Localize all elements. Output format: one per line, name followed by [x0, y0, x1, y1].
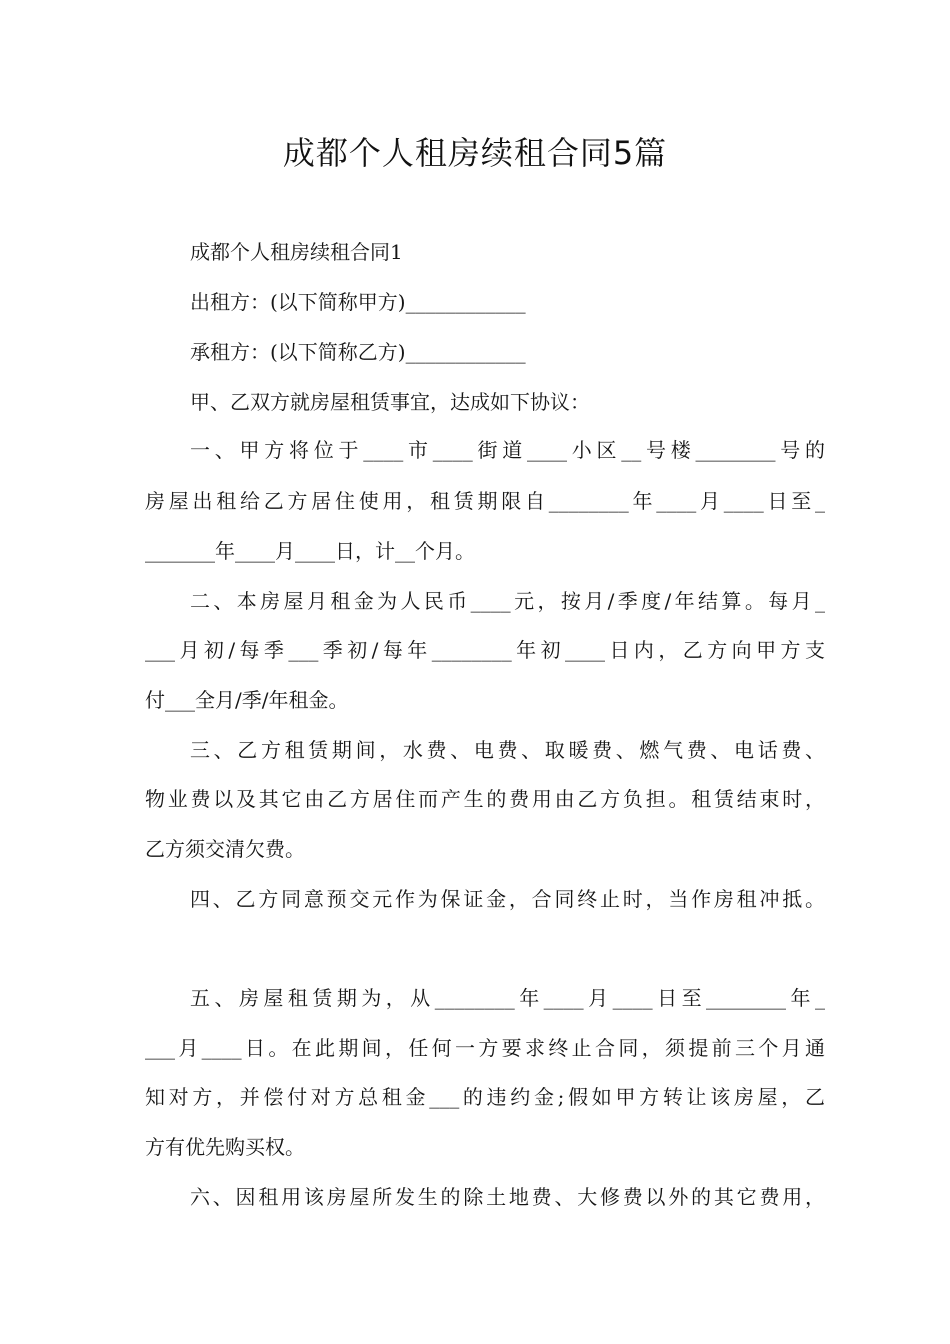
- clause-5-line-3: 知对方，并偿付对方总租金___的违约金;假如甲方转让该房屋，乙: [145, 1085, 825, 1109]
- clause-1-line-1: 一、甲方将位于____市____街道____小区__号楼________号的: [190, 438, 825, 462]
- lessor-line: 出租方：(以下简称甲方)____________: [190, 290, 526, 314]
- document-title: 成都个人租房续租合同5篇: [282, 134, 668, 172]
- clause-2-line-2: ___月初/每季___季初/每年________年初____日内，乙方向甲方支: [145, 638, 825, 662]
- lessee-line: 承租方：(以下简称乙方)____________: [190, 340, 526, 364]
- clause-1-line-3: _______年____月____日，计__个月。: [145, 539, 475, 563]
- clause-6-line-1: 六、因租用该房屋所发生的除土地费、大修费以外的其它费用，: [190, 1185, 825, 1209]
- clause-5-line-1: 五、房屋租赁期为，从________年____月____日至________年_: [190, 986, 825, 1010]
- clause-1-line-2: 房屋出租给乙方居住使用，租赁期限自________年____月____日至_: [145, 489, 825, 513]
- agreement-intro: 甲、乙双方就房屋租赁事宜，达成如下协议：: [190, 390, 590, 414]
- clause-4-line-1: 四、乙方同意预交元作为保证金，合同终止时，当作房租冲抵。: [190, 887, 825, 911]
- clause-3-line-1: 三、乙方租赁期间，水费、电费、取暖费、燃气费、电话费、: [190, 738, 825, 762]
- clause-2-line-1: 二、本房屋月租金为人民币____元，按月/季度/年结算。每月_: [190, 589, 825, 613]
- clause-3-line-3: 乙方须交清欠费。: [145, 837, 305, 861]
- contract-heading: 成都个人租房续租合同1: [190, 240, 403, 264]
- clause-3-line-2: 物业费以及其它由乙方居住而产生的费用由乙方负担。租赁结束时，: [145, 787, 825, 811]
- clause-2-line-3: 付___全月/季/年租金。: [145, 688, 349, 712]
- clause-5-line-4: 方有优先购买权。: [145, 1135, 305, 1159]
- clause-5-line-2: ___月____日。在此期间，任何一方要求终止合同，须提前三个月通: [145, 1036, 825, 1060]
